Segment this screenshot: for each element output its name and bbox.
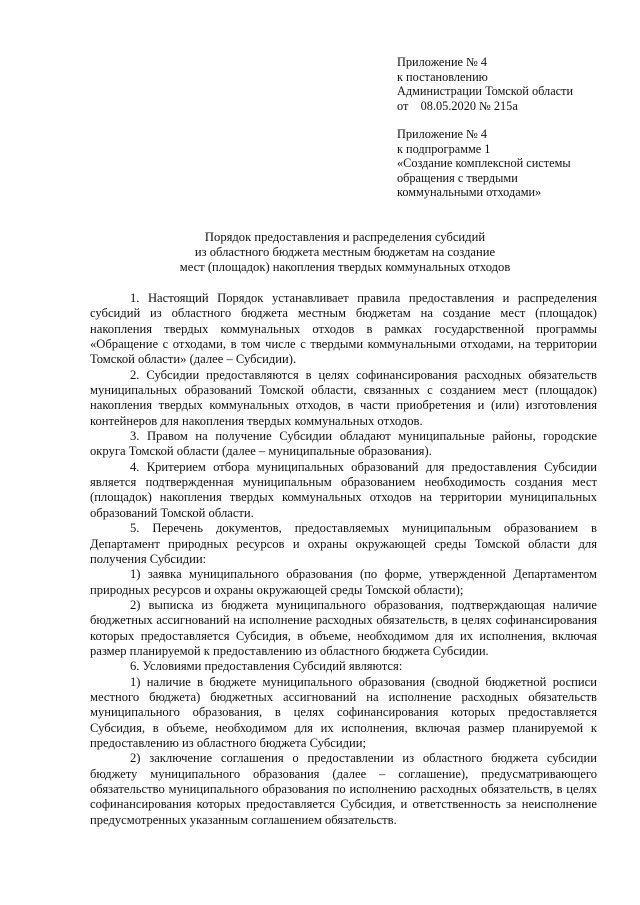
paragraph-6: 6. Условиями предоставления Субсидий являются: (130, 659, 403, 674)
title-line: из областного бюджета местным бюджетам на создание (194, 245, 496, 260)
program-appendix-line: обращения с твердыми (397, 170, 518, 185)
decree-appendix-note (397, 55, 617, 113)
paragraph-6-item-2: 2) заключение соглашения о предоставлении из областного бюджета субсидии бюджету муниципального образования (далее – соглашение), предусматривающего обязательство муниципального образования по исполнению расходных обязательств, в целях софинансирования которых предоставляется Субсидия, и ответственность за неисполнение предусмотренных указанным соглашением обязательств. (90, 751, 597, 827)
paragraph-6-item-1: 1) наличие в бюджете муниципального образования (сводной бюджетной росписи местного бюджета) бюджетных ассигнований на исполнение расходных обязательств муниципального образования, в целях софинансирования которых предоставляется Субсидия, в объеме, необходимом для их исполнения, включая размер планируемой к предоставлению из областного бюджета Субсидии; (90, 674, 597, 750)
document-title (80, 230, 610, 276)
program-appendix-note (397, 127, 617, 200)
paragraph-5-item-1: 1) заявка муниципального образования (по форме, утвержденной Департаментом природных ресурсов и охраны окружающей среды Томской области); (90, 567, 597, 597)
program-appendix-line: коммунальными отходами» (397, 185, 542, 200)
program-appendix-line: «Создание комплексной системы (397, 156, 571, 171)
program-appendix-line: Приложение № 4 (397, 127, 488, 141)
decree-appendix-line: к постановлению (397, 69, 488, 84)
document-body (90, 291, 597, 828)
paragraph-5: 5. Перечень документов, предоставляемых муниципальным образованием в Департамент природных ресурсов и охраны окружающей среды Томской области для получения Субсидии: (90, 521, 597, 566)
program-appendix-line: к подпрограмме 1 (397, 141, 491, 156)
paragraph-1: 1. Настоящий Порядок устанавливает правила предоставления и распределения субсидий из областного бюджета местным бюджетам на создание мест (площадок) накопления твердых коммунальных отходов в рамках государственной программы «Обращение с отходами, в том числе с твердыми коммунальными отходами, на территории Томской области» (далее – Субсидии). (90, 291, 597, 367)
decree-appendix-date-line: от 08.05.2020 № 215а (397, 98, 518, 113)
paragraph-3: 3. Правом на получение Субсидии обладают муниципальные районы, городские округа Томской области (далее – муниципальные образования). (90, 429, 597, 459)
title-line: Порядок предоставления и распределения субсидий (204, 230, 486, 244)
title-line: мест (площадок) накопления твердых коммунальных отходов (179, 260, 511, 275)
paragraph-5-item-2: 2) выписка из бюджета муниципального образования, подтверждающая наличие бюджетных ассигнований на исполнение расходных обязательств, в целях софинансирования которых предоставляется Субсидия, в объеме, необходимом для их исполнения, включая размер планируемой к предоставлению из областного бюджета Субсидии. (90, 597, 597, 658)
decree-appendix-line: Администрации Томской области (397, 84, 574, 99)
paragraph-2: 2. Субсидии предоставляются в целях софинансирования расходных обязательств муниципальных образований Томской области, связанных с созданием мест (площадок) накопления твердых коммунальных отходов, в части приобретения и (или) изготовления контейнеров для накопления твердых коммунальных отходов. (90, 367, 597, 428)
decree-appendix-line: Приложение № 4 (397, 55, 488, 69)
paragraph-4: 4. Критерием отбора муниципальных образований для предоставления Субсидии является подтвержденная муниципальным образованием необходимость создания мест (площадок) накопления твердых коммунальных отходов на территории муниципальных образований Томской области. (90, 459, 597, 520)
